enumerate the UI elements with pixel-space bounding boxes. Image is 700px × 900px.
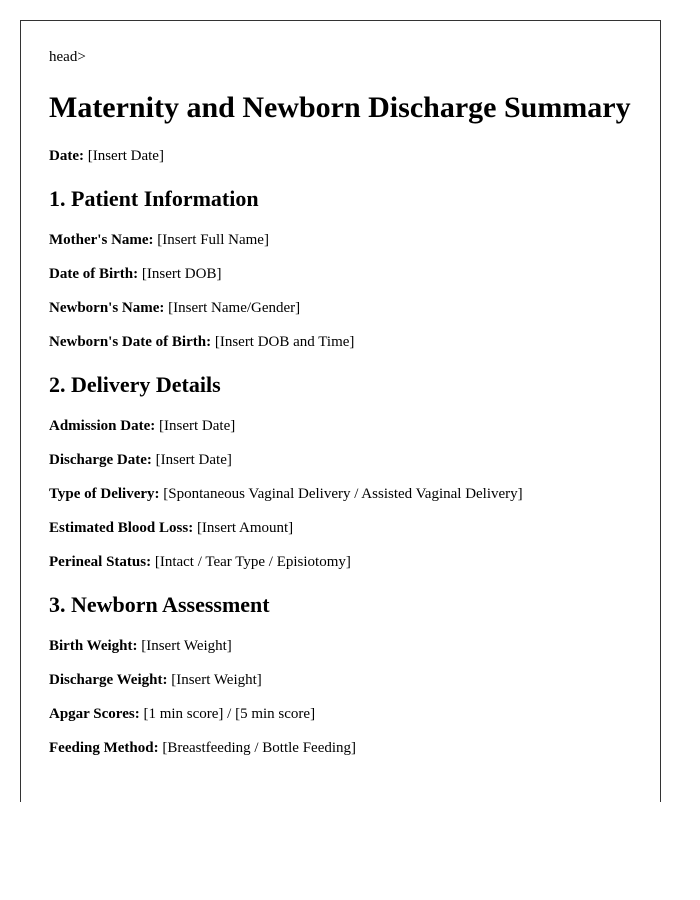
field-label: Newborn's Name: [49, 300, 165, 316]
date-field [49, 148, 632, 165]
field-label: Type of Delivery: [49, 486, 160, 502]
page-title: Maternity and Newborn Discharge Summary [49, 91, 631, 124]
field-row [49, 638, 632, 655]
field-value: [Insert Date] [159, 418, 236, 434]
field-label: Birth Weight: [49, 638, 138, 654]
field-label: Newborn's Date of Birth: [49, 334, 212, 350]
field-row [49, 740, 632, 757]
field-row [49, 232, 632, 249]
field-value: [Insert Date] [87, 148, 164, 164]
section-heading: 1. Patient Information [49, 186, 259, 211]
sections [49, 186, 632, 757]
field-row [49, 520, 632, 537]
field-label: Feeding Method: [49, 740, 159, 756]
field-value: [Insert Weight] [171, 672, 262, 688]
field-label: Apgar Scores: [49, 706, 140, 722]
field-value: [Insert Amount] [196, 520, 294, 536]
stray-text: head> [49, 49, 86, 65]
field-value: [Spontaneous Vaginal Delivery / Assisted Vaginal Delivery] [163, 486, 523, 502]
field-value: [1 min score] / [5 min score] [143, 706, 316, 722]
field-value: [Insert Name/Gender] [168, 300, 301, 316]
section-heading: 2. Delivery Details [49, 372, 221, 397]
field-row [49, 486, 632, 503]
field-value: [Insert DOB and Time] [214, 334, 355, 350]
field-value: [Insert Weight] [141, 638, 232, 654]
field-label: Discharge Date: [49, 452, 152, 468]
field-label: Discharge Weight: [49, 672, 168, 688]
field-value: [Insert Full Name] [157, 232, 269, 248]
field-label: Estimated Blood Loss: [49, 520, 194, 536]
field-row [49, 554, 632, 571]
field-label: Date of Birth: [49, 266, 139, 282]
field-row [49, 706, 632, 723]
field-label: Admission Date: [49, 418, 156, 434]
field-value: [Intact / Tear Type / Episiotomy] [154, 554, 351, 570]
field-value: [Breastfeeding / Bottle Feeding] [162, 740, 357, 756]
field-row [49, 300, 632, 317]
section-heading: 3. Newborn Assessment [49, 592, 270, 617]
field-row [49, 418, 632, 435]
document-page [20, 20, 661, 802]
field-label: Date: [49, 148, 84, 164]
field-row [49, 266, 632, 283]
field-value: [Insert Date] [155, 452, 232, 468]
field-row [49, 452, 632, 469]
field-label: Mother's Name: [49, 232, 154, 248]
field-value: [Insert DOB] [141, 266, 222, 282]
field-row [49, 334, 632, 351]
field-label: Perineal Status: [49, 554, 152, 570]
field-row [49, 672, 632, 689]
